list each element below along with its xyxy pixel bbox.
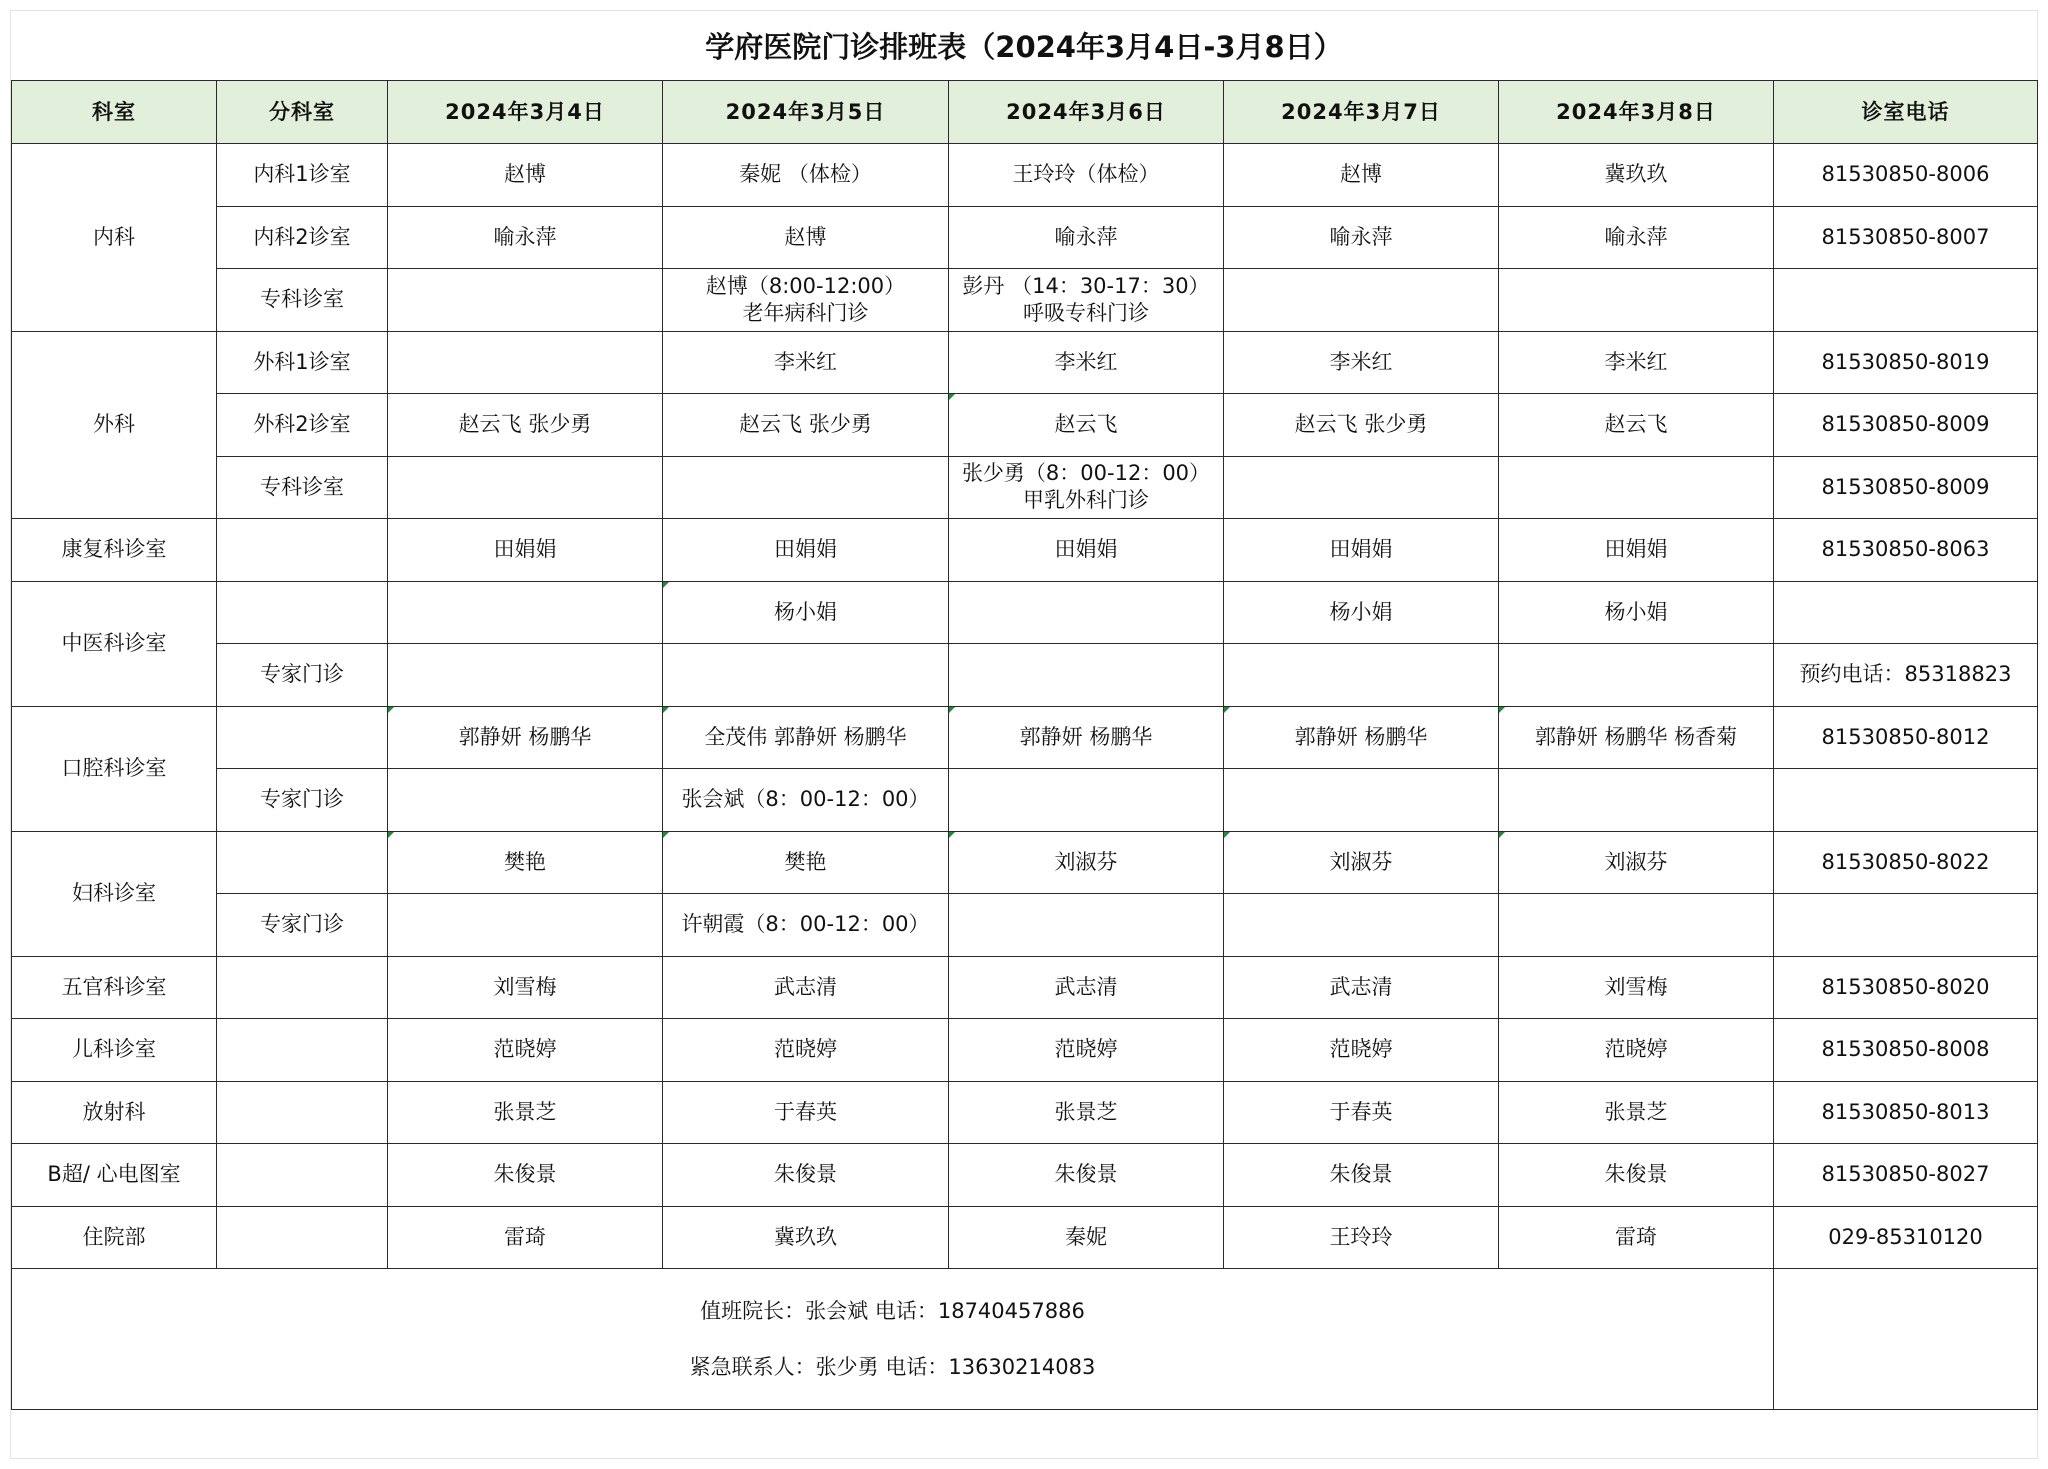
schedule-cell <box>388 581 663 644</box>
header-date-0304: 2024年3月4日 <box>388 81 663 144</box>
schedule-cell: 樊艳 <box>663 831 949 894</box>
subroom-cell <box>217 581 388 644</box>
schedule-cell: 冀玖玖 <box>1499 144 1774 207</box>
subroom-cell <box>217 519 388 582</box>
schedule-cell: 秦妮 （体检） <box>663 144 949 207</box>
schedule-cell <box>388 456 663 519</box>
table-row <box>12 769 2038 832</box>
table-row <box>12 644 2038 707</box>
schedule-cell: 张会斌（8：00-12：00） <box>663 769 949 832</box>
duty-contacts <box>12 1269 1774 1410</box>
header-date-0305: 2024年3月5日 <box>663 81 949 144</box>
header-subroom: 分科室 <box>217 81 388 144</box>
phone-cell: 81530850-8008 <box>1774 1019 2038 1082</box>
subroom-cell <box>217 1206 388 1269</box>
schedule-cell: 王玲玲 <box>1224 1206 1499 1269</box>
schedule-cell: 朱俊景 <box>663 1144 949 1207</box>
schedule-cell: 刘淑芬 <box>1499 831 1774 894</box>
schedule-cell: 郭静妍 杨鹏华 <box>949 706 1224 769</box>
schedule-table <box>11 80 2038 1410</box>
dept-cell: 放射科 <box>12 1081 217 1144</box>
schedule-cell: 田娟娟 <box>1499 519 1774 582</box>
table-row <box>12 1144 2038 1207</box>
schedule-cell <box>1499 456 1774 519</box>
schedule-cell: 武志清 <box>663 956 949 1019</box>
schedule-cell: 于春英 <box>663 1081 949 1144</box>
schedule-cell <box>388 644 663 707</box>
schedule-cell: 刘雪梅 <box>1499 956 1774 1019</box>
schedule-cell <box>1224 769 1499 832</box>
phone-cell: 81530850-8027 <box>1774 1144 2038 1207</box>
subroom-cell: 外科1诊室 <box>217 331 388 394</box>
schedule-cell: 赵博 <box>663 206 949 269</box>
schedule-cell: 李米红 <box>663 331 949 394</box>
schedule-cell: 朱俊景 <box>1224 1144 1499 1207</box>
table-row <box>12 394 2038 457</box>
schedule-cell: 赵云飞 <box>949 394 1224 457</box>
subroom-cell: 专家门诊 <box>217 644 388 707</box>
subroom-cell: 专家门诊 <box>217 894 388 957</box>
phone-cell <box>1774 769 2038 832</box>
dept-cell: 中医科诊室 <box>12 581 217 706</box>
schedule-cell: 刘淑芬 <box>1224 831 1499 894</box>
dept-cell: 口腔科诊室 <box>12 706 217 831</box>
page-title: 学府医院门诊排班表（2024年3月4日-3月8日） <box>705 29 1343 64</box>
subroom-cell: 专科诊室 <box>217 269 388 332</box>
dept-cell: 妇科诊室 <box>12 831 217 956</box>
header-date-0307: 2024年3月7日 <box>1224 81 1499 144</box>
phone-cell: 81530850-8009 <box>1774 394 2038 457</box>
header-date-0306: 2024年3月6日 <box>949 81 1224 144</box>
phone-cell <box>1774 581 2038 644</box>
schedule-cell <box>1499 769 1774 832</box>
schedule-cell <box>949 894 1224 957</box>
schedule-cell: 喻永萍 <box>1224 206 1499 269</box>
phone-cell: 029-85310120 <box>1774 1206 2038 1269</box>
table-row <box>12 1206 2038 1269</box>
schedule-cell: 赵云飞 张少勇 <box>388 394 663 457</box>
schedule-cell <box>1499 644 1774 707</box>
phone-cell: 81530850-8022 <box>1774 831 2038 894</box>
schedule-cell: 杨小娟 <box>663 581 949 644</box>
subroom-cell: 专科诊室 <box>217 456 388 519</box>
schedule-cell: 田娟娟 <box>663 519 949 582</box>
table-row <box>12 456 2038 519</box>
schedule-cell <box>388 894 663 957</box>
schedule-cell: 范晓婷 <box>1224 1019 1499 1082</box>
table-row <box>12 206 2038 269</box>
schedule-cell: 赵博 <box>388 144 663 207</box>
subroom-cell <box>217 1144 388 1207</box>
schedule-cell <box>949 581 1224 644</box>
schedule-cell: 武志清 <box>1224 956 1499 1019</box>
schedule-cell: 朱俊景 <box>388 1144 663 1207</box>
schedule-cell: 张少勇（8：00-12：00） 甲乳外科门诊 <box>949 456 1224 519</box>
schedule-cell: 杨小娟 <box>1224 581 1499 644</box>
dept-cell: 康复科诊室 <box>12 519 217 582</box>
phone-cell: 81530850-8009 <box>1774 456 2038 519</box>
header-row <box>12 81 2038 144</box>
schedule-cell: 冀玖玖 <box>663 1206 949 1269</box>
schedule-cell: 田娟娟 <box>388 519 663 582</box>
subroom-cell: 内科1诊室 <box>217 144 388 207</box>
schedule-cell: 张景芝 <box>949 1081 1224 1144</box>
schedule-cell: 雷琦 <box>1499 1206 1774 1269</box>
schedule-cell: 范晓婷 <box>1499 1019 1774 1082</box>
table-row <box>12 144 2038 207</box>
schedule-cell: 于春英 <box>1224 1081 1499 1144</box>
phone-cell: 81530850-8063 <box>1774 519 2038 582</box>
schedule-cell: 李米红 <box>1224 331 1499 394</box>
schedule-cell: 喻永萍 <box>949 206 1224 269</box>
dept-cell: 儿科诊室 <box>12 1019 217 1082</box>
footer-row <box>12 1269 2038 1410</box>
schedule-cell: 王玲玲（体检） <box>949 144 1224 207</box>
schedule-cell: 朱俊景 <box>1499 1144 1774 1207</box>
schedule-cell: 喻永萍 <box>1499 206 1774 269</box>
table-row <box>12 581 2038 644</box>
schedule-cell: 刘雪梅 <box>388 956 663 1019</box>
dept-cell: 内科 <box>12 144 217 332</box>
schedule-cell: 喻永萍 <box>388 206 663 269</box>
subroom-cell <box>217 1081 388 1144</box>
duty-director-line: 值班院长：张会斌 电话：18740457886 <box>700 1299 1085 1323</box>
schedule-cell: 樊艳 <box>388 831 663 894</box>
schedule-cell <box>663 456 949 519</box>
schedule-cell: 彭丹 （14：30-17：30） 呼吸专科门诊 <box>949 269 1224 332</box>
table-row <box>12 331 2038 394</box>
schedule-cell <box>1224 644 1499 707</box>
subroom-cell <box>217 706 388 769</box>
table-row <box>12 706 2038 769</box>
schedule-cell: 范晓婷 <box>388 1019 663 1082</box>
schedule-cell: 李米红 <box>949 331 1224 394</box>
schedule-cell: 田娟娟 <box>1224 519 1499 582</box>
schedule-cell <box>949 769 1224 832</box>
schedule-cell: 杨小娟 <box>1499 581 1774 644</box>
table-row <box>12 1081 2038 1144</box>
phone-cell: 预约电话：85318823 <box>1774 644 2038 707</box>
phone-cell: 81530850-8013 <box>1774 1081 2038 1144</box>
schedule-cell: 刘淑芬 <box>949 831 1224 894</box>
dept-cell: B超/ 心电图室 <box>12 1144 217 1207</box>
table-row <box>12 831 2038 894</box>
schedule-cell: 张景芝 <box>388 1081 663 1144</box>
subroom-cell: 外科2诊室 <box>217 394 388 457</box>
emergency-contact-line: 紧急联系人：张少勇 电话：13630214083 <box>689 1355 1096 1379</box>
table-row <box>12 894 2038 957</box>
schedule-cell <box>663 644 949 707</box>
schedule-cell <box>388 269 663 332</box>
subroom-cell: 内科2诊室 <box>217 206 388 269</box>
phone-cell: 81530850-8020 <box>1774 956 2038 1019</box>
schedule-cell: 范晓婷 <box>663 1019 949 1082</box>
header-date-0308: 2024年3月8日 <box>1499 81 1774 144</box>
schedule-cell: 全茂伟 郭静妍 杨鹏华 <box>663 706 949 769</box>
phone-cell: 81530850-8006 <box>1774 144 2038 207</box>
table-row <box>12 519 2038 582</box>
dept-cell: 住院部 <box>12 1206 217 1269</box>
schedule-cell: 武志清 <box>949 956 1224 1019</box>
schedule-cell: 朱俊景 <box>949 1144 1224 1207</box>
schedule-cell <box>1499 894 1774 957</box>
schedule-cell <box>1224 456 1499 519</box>
schedule-cell: 郭静妍 杨鹏华 <box>1224 706 1499 769</box>
schedule-cell <box>388 331 663 394</box>
schedule-cell <box>1499 269 1774 332</box>
table-row <box>12 269 2038 332</box>
phone-cell <box>1774 894 2038 957</box>
schedule-cell <box>949 644 1224 707</box>
schedule-cell: 范晓婷 <box>949 1019 1224 1082</box>
schedule-cell <box>1224 269 1499 332</box>
phone-cell: 81530850-8012 <box>1774 706 2038 769</box>
subroom-cell: 专家门诊 <box>217 769 388 832</box>
subroom-cell <box>217 956 388 1019</box>
dept-cell: 外科 <box>12 331 217 519</box>
schedule-cell: 张景芝 <box>1499 1081 1774 1144</box>
dept-cell: 五官科诊室 <box>12 956 217 1019</box>
schedule-cell: 田娟娟 <box>949 519 1224 582</box>
schedule-cell: 赵云飞 <box>1499 394 1774 457</box>
schedule-cell: 赵云飞 张少勇 <box>1224 394 1499 457</box>
footer-phone-cell <box>1774 1269 2038 1410</box>
schedule-cell: 秦妮 <box>949 1206 1224 1269</box>
schedule-cell: 李米红 <box>1499 331 1774 394</box>
subroom-cell <box>217 831 388 894</box>
schedule-cell: 郭静妍 杨鹏华 <box>388 706 663 769</box>
header-department: 科室 <box>12 81 217 144</box>
schedule-cell <box>1224 894 1499 957</box>
schedule-cell <box>388 769 663 832</box>
schedule-cell: 赵博 <box>1224 144 1499 207</box>
table-row <box>12 956 2038 1019</box>
subroom-cell <box>217 1019 388 1082</box>
header-phone: 诊室电话 <box>1774 81 2038 144</box>
schedule-cell: 赵博（8:00-12:00） 老年病科门诊 <box>663 269 949 332</box>
schedule-cell: 许朝霞（8：00-12：00） <box>663 894 949 957</box>
schedule-cell: 赵云飞 张少勇 <box>663 394 949 457</box>
schedule-cell: 雷琦 <box>388 1206 663 1269</box>
phone-cell: 81530850-8007 <box>1774 206 2038 269</box>
table-row <box>12 1019 2038 1082</box>
schedule-cell: 郭静妍 杨鹏华 杨香菊 <box>1499 706 1774 769</box>
phone-cell <box>1774 269 2038 332</box>
phone-cell: 81530850-8019 <box>1774 331 2038 394</box>
